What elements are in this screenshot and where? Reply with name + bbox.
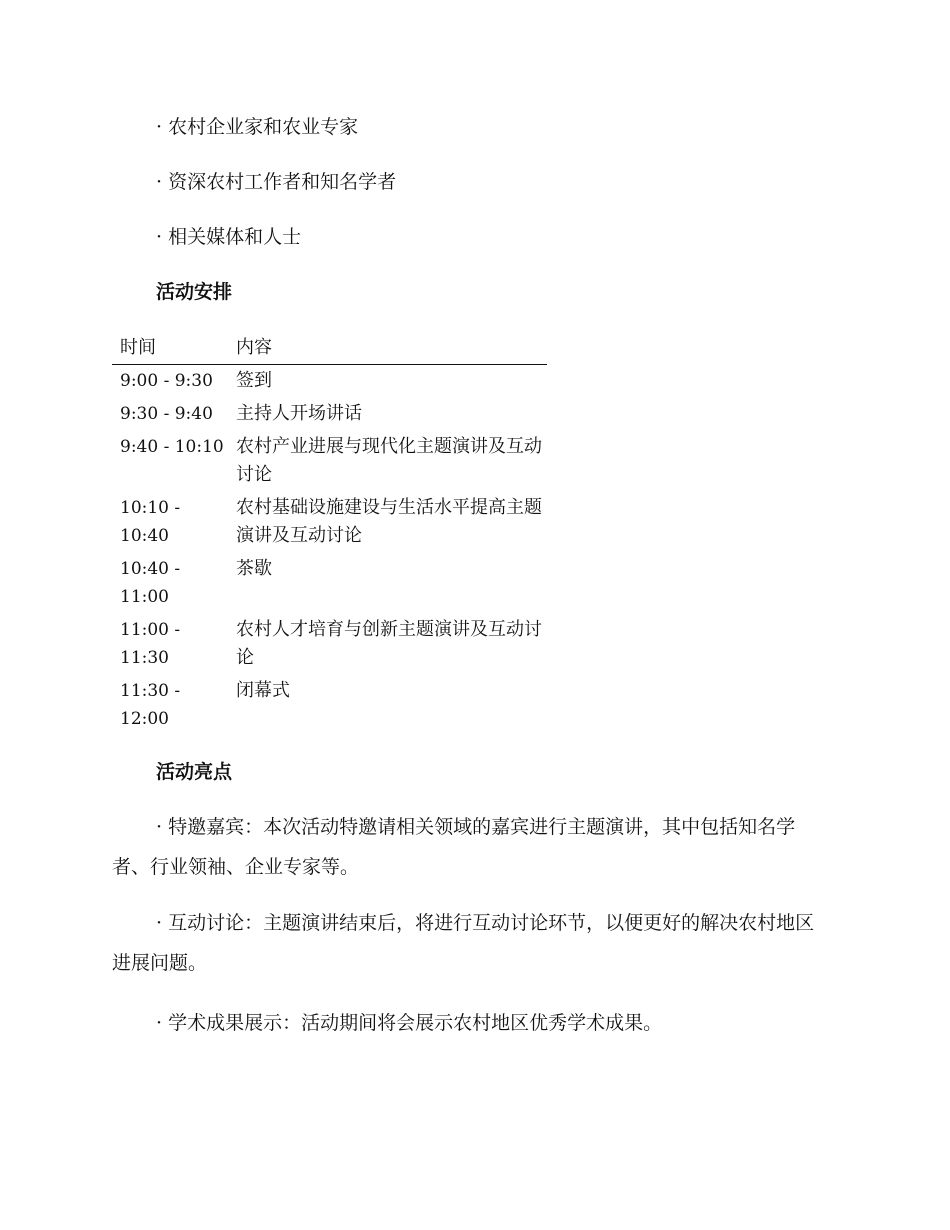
content-cell: 闭幕式	[236, 680, 290, 701]
content-cell: 农村基础设施建设与生活水平提高主题演讲及互动讨论	[236, 497, 542, 546]
table-row	[112, 365, 547, 399]
column-header-content: 内容	[228, 334, 547, 365]
time-cell: 11:30 - 12:00	[120, 681, 181, 729]
table-row	[112, 492, 547, 553]
content-cell: 主持人开场讲话	[236, 403, 362, 424]
highlights-heading: 活动亮点	[156, 761, 233, 783]
schedule-table	[112, 334, 547, 736]
time-cell: 11:00 - 11:30	[120, 620, 181, 668]
attendee-item-scholars: · 资深农村工作者和知名学者	[156, 171, 397, 193]
time-cell: 9:00 - 9:30	[120, 371, 213, 391]
schedule-heading: 活动安排	[156, 281, 233, 303]
table-row	[112, 431, 547, 492]
content-cell: 农村产业进展与现代化主题演讲及互动讨论	[236, 436, 542, 485]
time-cell: 10:40 - 11:00	[120, 559, 181, 607]
content-cell: 农村人才培育与创新主题演讲及互动讨论	[236, 619, 542, 668]
table-row	[112, 398, 547, 431]
table-row	[112, 675, 547, 736]
time-cell: 10:10 - 10:40	[120, 498, 181, 546]
highlight-guests-paragraph: · 特邀嘉宾：本次活动特邀请相关领域的嘉宾进行主题演讲，其中包括知名学者、行业领袖、企业专家等。	[112, 816, 796, 878]
time-cell: 9:30 - 9:40	[120, 404, 213, 424]
column-header-time: 时间	[112, 334, 228, 365]
attendee-item-entrepreneurs: · 农村企业家和农业专家	[156, 116, 359, 138]
attendee-item-media: · 相关媒体和人士	[156, 226, 302, 248]
table-row	[112, 553, 547, 614]
content-cell: 签到	[236, 370, 272, 391]
schedule-header-row	[112, 334, 547, 365]
table-row	[112, 614, 547, 675]
highlight-discussion-paragraph: · 互动讨论：主题演讲结束后，将进行互动讨论环节，以便更好的解决农村地区进展问题。	[112, 912, 815, 974]
time-cell: 9:40 - 10:10	[120, 437, 224, 457]
content-cell: 茶歇	[236, 558, 272, 579]
highlight-achievements-paragraph: · 学术成果展示：活动期间将会展示农村地区优秀学术成果。	[156, 1012, 663, 1034]
